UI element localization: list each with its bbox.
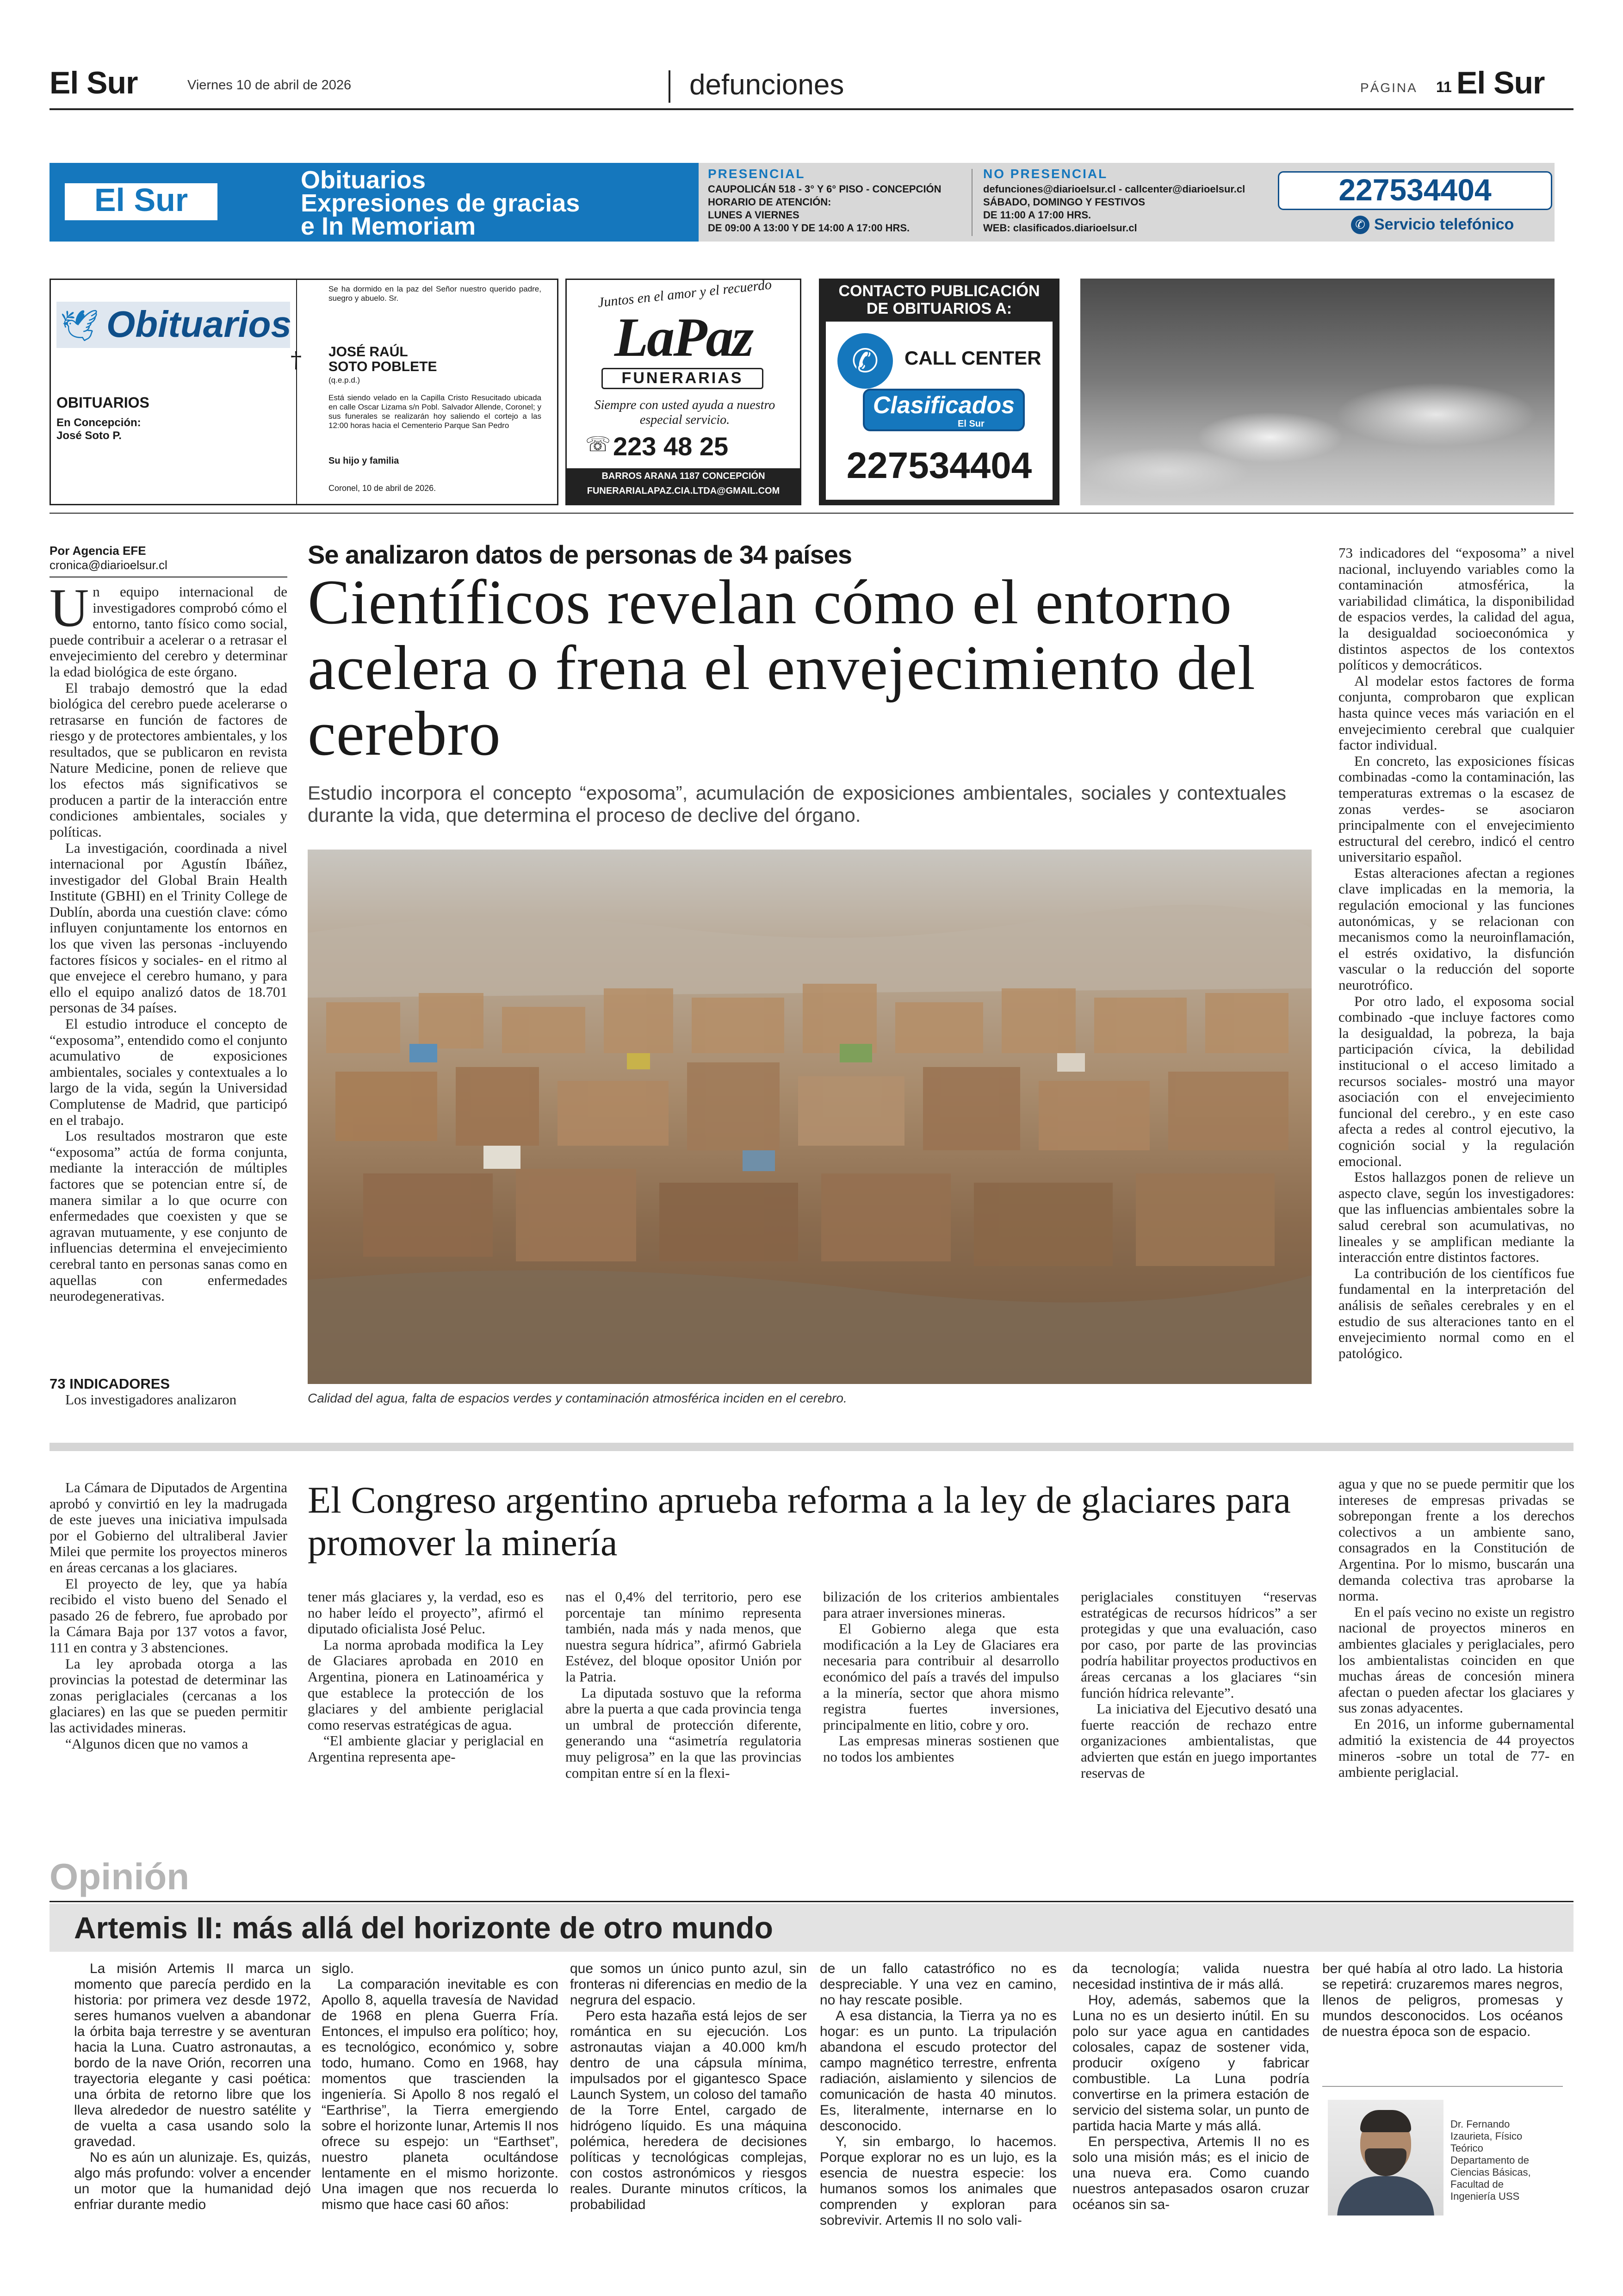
paragraph: de un fallo catastrófico no es despreciable. Y una vez en camino, no hay rescate posible. <box>820 1961 1057 2008</box>
paragraph: Pero esta hazaña está lejos de ser romántica en su ejecución. Los astronautas viajan a 40.000 km/h dentro de una cápsula mínima, impulsados por el gigantesco Space Launch System, un coloso del tamaño de la Torre Entel, cargado de hidrógeno líquido. Es una máquina polémica, heredera de decisiones políticas y tecnológicas complejas, con costos astronómicos y riesgos reales. Durante minutos críticos, la probabilidad <box>570 2008 807 2212</box>
opinion-col-6 <box>1322 1961 1563 2040</box>
no-presencial-line-2: SÁBADO, DOMINGO Y FESTIVOS <box>983 196 1146 208</box>
opinion-col-3 <box>570 1961 807 2213</box>
article1-headline: Científicos revelan cómo el entorno acelera o frena el envejecimiento del cerebro <box>308 567 1256 769</box>
banner-title-2: Expresiones de gracias <box>301 189 580 217</box>
article2-col-4 <box>823 1589 1059 1765</box>
no-presencial-line-3: DE 11:00 A 17:00 HRS. <box>983 209 1091 221</box>
obituaries-logo: Obituarios <box>106 304 292 345</box>
lapaz-logo: LaPaz <box>614 306 753 368</box>
paragraph: n equipo internacional de investigadores comprobó cómo el entorno, tanto físico como social, puede contribuir a acelerar o a retrasar el envejecimiento del cerebro y determinar la edad biológica de este órgano. <box>50 583 287 680</box>
article2-col-5 <box>1081 1589 1317 1781</box>
paragraph: “Algunos dicen que no vamos a <box>65 1735 248 1752</box>
section-title: defunciones <box>689 69 844 101</box>
article1-dropcap: U <box>50 577 89 638</box>
opinion-col-1 <box>74 1961 311 2213</box>
header-date: Viernes 10 de abril de 2026 <box>187 78 352 93</box>
lapaz-address: BARROS ARANA 1187 CONCEPCIÓN <box>601 471 765 481</box>
obituaries-heading: OBITUARIOS <box>56 394 149 411</box>
article2-col-1 <box>50 1480 287 1752</box>
paragraph: La norma aprobada modifica la Ley de Glaciares aprobada en 2010 en Argentina, pionera en Latinoamérica y que establece la protección de los glaciares y del ambiente periglacial como reservas estratégicas de agua. <box>308 1636 544 1733</box>
paragraph: Las empresas mineras sostienen que no todos los ambientes <box>823 1732 1059 1765</box>
author-line-5: Ciencias Básicas, <box>1450 2166 1531 2178</box>
author-line-1: Dr. Fernando <box>1450 2118 1510 2130</box>
paragraph: La ley aprobada otorga a las provincias la potestad de determinar las zonas periglaciales (cercanas a los glaciares) en las que se pueden permitir las actividades mineras. <box>50 1655 287 1736</box>
article1-email: cronica@diarioelsur.cl <box>50 558 167 572</box>
paragraph: El trabajo demostró que la edad biológica del cerebro puede acelerarse o retrasarse en función de factores de riesgo y de protectores ambientales, y los resultados, que se publicaron en revista Nature Medicine, ponen de relieve que los efectos más significativos se producen a partir de la interacción entre condiciones ambientales, sociales y políticas. <box>50 679 287 840</box>
paragraph: que somos un único punto azul, sin fronteras ni diferencias en medio de la negrura del espacio. <box>570 1961 807 2008</box>
opinion-col-5 <box>1072 1961 1309 2213</box>
lapaz-tagline: Juntos en el amor y el recuerdo <box>597 277 773 310</box>
lapaz-email: FUNERARIALAPAZ.CIA.LTDA@GMAIL.COM <box>587 486 780 496</box>
city-photo-svg <box>308 850 1312 1384</box>
presencial-title: PRESENCIAL <box>708 167 805 181</box>
clasificados-sub: El Sur <box>958 419 985 429</box>
notice-name-1: JOSÉ RAÚL <box>328 344 408 360</box>
paragraph: Estos hallazgos ponen de relieve un aspecto clave, según los investigadores: que las influencias ambientales sobre la salud cerebral son acumulativas, no lineales y se amplifican mediante la interacción entre distintos factores. <box>1338 1169 1574 1266</box>
contact-phone: 227534404 <box>846 445 1032 486</box>
call-center-label: CALL CENTER <box>904 347 1041 369</box>
ad-row-rule <box>50 513 1573 514</box>
presencial-line-2: HORARIO DE ATENCIÓN: <box>708 196 831 208</box>
paragraph: Y, sin embargo, lo hacemos. Porque explorar no es un lujo, es la esencia de nuestra especie: los humanos somos los animales que comprenden y exploran para sobrevivir. Artemis II no solo vali- <box>820 2134 1057 2228</box>
opinion-headline: Artemis II: más allá del horizonte de otro mundo <box>74 1911 773 1945</box>
contact-title-2: DE OBITUARIOS A: <box>866 300 1012 317</box>
author-line-2: Izaurieta, Físico <box>1450 2130 1523 2142</box>
paragraph: tener más glaciares y, la verdad, eso es no haber leído el proyecto”, afirmó el diputado oficialista José Peluc. <box>308 1589 544 1637</box>
author-photo <box>1328 2100 1443 2215</box>
obituaries-name: José Soto P. <box>56 429 122 442</box>
article2-headline: El Congreso argentino aprueba reforma a la ley de glaciares para promover la minería <box>308 1479 1291 1564</box>
paragraph: Al modelar estos factores de forma conjunta, comprobaron que explican hasta quince veces más variación en el envejecimiento cerebral que cualquier factor individual. <box>1338 672 1574 753</box>
opinion-rule <box>50 1901 1573 1902</box>
masthead-logo-left: El Sur <box>50 65 138 100</box>
article1-kicker: Se analizaron datos de personas de 34 países <box>308 540 852 569</box>
notice-qepd: (q.e.p.d.) <box>328 376 360 385</box>
paragraph: Hoy, además, sabemos que la Luna no es un desierto inútil. En su polo sur yace agua en cantidades colosales, capaz de sostener vida, producir oxígeno y fabricar combustible. La Luna podría convertirse en la primera estación de servicio del sistema solar, un punto de partida hacia Marte y más allá. <box>1072 1992 1309 2134</box>
info-divider <box>972 169 973 236</box>
paragraph: La investigación, coordinada a nivel internacional por Agustín Ibáñez, investigador del Global Brain Health Institute (GBHI) en el Trinity College de Dublín, aborda una cuestión clave: cómo influyen conjuntamente los entornos en los que viven las personas -incluyendo factores físicos y sociales- en el ritmo al que envejece el cerebro humano, y para ello el equipo analizó datos de 18.701 personas de 34 países. <box>50 839 287 1016</box>
notice-intro: Se ha dormido en la paz del Señor nuestro querido padre, suegro y abuelo. Sr. <box>328 285 541 303</box>
article1-left-column <box>50 577 287 1304</box>
lapaz-sub: FUNERARIAS <box>621 369 743 387</box>
author-photo-body <box>1337 2176 1434 2215</box>
hill-silhouette <box>308 905 1312 998</box>
paragraph: agua y que no se puede permitir que los intereses de empresas privadas se sobrepongan frente a los derechos colectivos a un ambiente sano, consagrados en la Constitución de Argentina. Por lo mismo, buscarán una demanda colectiva tras aprobarse la norma. <box>1338 1476 1574 1604</box>
presencial-line-1: CAUPOLICÁN 518 - 3° Y 6° PISO - CONCEPCIÓN <box>708 183 942 195</box>
lapaz-slogan: Siempre con usted ayuda a nuestro especial servicio. <box>594 398 775 427</box>
phone-service-label: Servicio telefónico <box>1374 216 1514 233</box>
dirt-ground <box>308 1270 1312 1384</box>
paragraph: En perspectiva, Artemis II no es solo una misión más; es el inicio de una nueva era. Como cuando nuestros antepasados osaron cruzar océanos sin sa- <box>1072 2134 1309 2212</box>
paragraph: Por otro lado, el exposoma social combinado -que incluye factores como la desigualdad, la pobreza, la baja participación cívica, la debilidad institucional o el acceso limitado a recursos sociales- mostró una mayor asociación con el envejecimiento funcional del cerebro., y en este caso afecta a redes al control ejecutivo, la cognición social y la regulación emocional. <box>1338 993 1574 1169</box>
article2-col-3 <box>565 1589 801 1781</box>
header-rule <box>50 108 1573 110</box>
author-photo-beard <box>1365 2148 1406 2176</box>
phone-icon: ✆ <box>1351 216 1369 234</box>
paragraph: La misión Artemis II marca un momento que parecía perdido en la historia: por primera vez desde 1972, seres humanos vuelven a abandonar la órbita baja terrestre y se aventuran hacia la Luna. Cuatro astronautas, a bordo de la nave Orión, recorren una trayectoria elegante y casi poética: una órbita de retorno libre que los lleva alrededor de nuestro satélite y de vuelta a casa usando solo la gravedad. <box>74 1961 311 2149</box>
notice-body: Está siendo velado en la Capilla Cristo Resucitado ubicada en calle Oscar Lizama s/n Pobl. Salvador Allende, Coronel; y sus funerales se realizarán hoy saliendo el cortejo a las 12:00 horas hacia el Cementerio Parque San Pedro <box>328 393 541 430</box>
opinion-col-2 <box>322 1961 558 2213</box>
section-divider <box>669 70 670 103</box>
clasificados-logo: Clasificados <box>873 392 1015 419</box>
paragraph: Los resultados mostraron que este “exposoma” actúa de forma conjunta, mediante la interacción de múltiples factores que se potencian entre sí, de manera similar a lo que ocurre con enfermedades que coexisten y que se agravan mutuamente, y ese conjunto de influencias determina el envejecimiento cerebral tanto en personas sanas como en aquellas con enfermedades neurodegenerativas. <box>50 1128 287 1304</box>
obituaries-location: En Concepción: <box>56 416 141 429</box>
obituaries-divider <box>296 280 297 504</box>
masthead-logo-right: El Sur <box>1456 65 1545 100</box>
sky-photo <box>1080 279 1555 505</box>
paragraph: El estudio introduce el concepto de “exposoma”, entendido como el conjunto acumulativo de exposiciones ambientales, sociales y contextuales a lo largo de la vida, según la Universidad Complutense de Madrid, que participó en el trabajo. <box>50 1016 287 1128</box>
city-photo <box>308 850 1312 1384</box>
paragraph: La contribución de los científicos fue fundamental en la interpretación del análisis de señales cerebrales y en el estudio de sus alteraciones tanto en el envejecimiento normal como en el patológico. <box>1338 1265 1574 1361</box>
paragraph: En 2016, un informe gubernamental admitió la existencia de 44 proyectos mineros -sobre un total de 77- en ambiente periglacial. <box>1338 1715 1574 1780</box>
call-center-icon: ✆ <box>837 333 893 389</box>
paragraph: La iniciativa del Ejecutivo desató una fuerte reacción de rechazo entre organizaciones ambientalistas, que advierten que están en juego importantes reservas de <box>1081 1700 1317 1781</box>
paragraph: Estas alteraciones afectan a regiones clave implicadas en la memoria, la regulación emocional y las funciones autonómicas, y se relacionan con mecanismos como la neuroinflamación, el estrés oxidativo, la disfunción vascular o la reducción del soporte neurotrófico. <box>1338 864 1574 993</box>
paragraph: No es aún un alunizaje. Es, quizás, algo más profundo: volver a encender un motor que la humanidad dejó enfriar durante medio <box>74 2150 311 2212</box>
no-presencial-title: NO PRESENCIAL <box>983 167 1108 181</box>
paragraph: siglo. <box>322 1961 354 1976</box>
page-number: 11 <box>1436 79 1452 95</box>
paragraph: La Cámara de Diputados de Argentina aprobó y convirtió en ley la madrugada de este jueves una iniciativa impulsada por el Gobierno del ultraliberal Javier Milei que permite los proyectos mineros en áreas cercanas a los glaciares. <box>50 1479 287 1576</box>
notice-name-2: SOTO POBLETE <box>328 359 437 374</box>
dove-icon: 🕊 <box>60 308 99 343</box>
paragraph: bilización de los criterios ambientales para atraer inversiones mineras. <box>823 1589 1059 1621</box>
contact-title-1: CONTACTO PUBLICACIÓN <box>838 282 1040 300</box>
paragraph: A esa distancia, la Tierra ya no es hogar: es un punto. La tripulación abandona el escudo protector del campo magnético terrestre, enfrenta radiación, aislamiento y silencios de comunicación de hasta 40 minutos. Es, literalmente, internarse en lo desconocido. <box>820 2008 1057 2134</box>
notice-date: Coronel, 10 de abril de 2026. <box>328 484 436 493</box>
paragraph: “El ambiente glaciar y periglacial en Argentina representa ape- <box>308 1732 544 1765</box>
article1-deck: Estudio incorpora el concepto “exposoma”, acumulación de exposiciones ambientales, sociales y contextuales durante la vida, que determina el proceso de declive del órgano. <box>308 782 1286 826</box>
banner-logo: El Sur <box>94 182 188 218</box>
banner-phone: 227534404 <box>1338 173 1492 207</box>
lapaz-phone: 223 48 25 <box>613 432 729 461</box>
presencial-line-4: DE 09:00 A 13:00 Y DE 14:00 A 17:00 HRS. <box>708 222 910 234</box>
article1-left-column-end <box>50 1392 287 1408</box>
author-line-7: Ingeniería USS <box>1450 2191 1520 2202</box>
article1-right-column <box>1338 545 1574 1361</box>
author-line-6: Facultad de <box>1450 2178 1504 2190</box>
author-box-rule <box>1322 2086 1563 2087</box>
paragraph: 73 indicadores del “exposoma” a nivel nacional, incluyendo variables como la contaminación atmosférica, la variabilidad climática, la disponibilidad de espacios verdes, la calidad del agua, la desigualdad socioeconómica y distintos aspectos de los contextos políticos y democráticos. <box>1338 545 1574 673</box>
author-line-3: Teórico <box>1450 2142 1483 2154</box>
article1-caption: Calidad del agua, falta de espacios verdes y contaminación atmosférica inciden en el cerebro. <box>308 1391 847 1405</box>
opinion-section-title: Opinión <box>50 1856 190 1897</box>
paragraph: El Gobierno alega que esta modificación a la Ley de Glaciares era necesaria para contribuir al desarrollo económico del país a través del impulso a la minería, sector que ahora mismo registra fuertes inversiones, principalmente en litio, cobre y oro. <box>823 1620 1059 1733</box>
paragraph: periglaciales constituyen “reservas estratégicas de recursos hídricos” a ser protegidas y que una evaluación, caso por caso, por parte de las provincias podría habilitar proyectos productivos en áreas cercanas a los glaciares “sin función hídrica relevante”. <box>1081 1589 1317 1701</box>
paragraph: La comparación inevitable es con Apollo 8, aquella travesía de Navidad de 1968 en plena Guerra Fría. Entonces, el impulso era político; hoy, es tecnológico, económico y, sobre todo, humano. Como en 1968, hay momentos que trascienden la ingeniería. Si Apollo 8 nos regaló el “Earthrise”, la Tierra emergiendo sobre el horizonte lunar, Artemis II nos ofrece su espejo: un “Earthset”, nuestro planeta ocultándose lentamente en el mismo horizonte. Una imagen que nos recuerda lo mismo que hace casi 60 años: <box>322 1977 558 2212</box>
banner-title-3: e In Memoriam <box>301 212 476 240</box>
paragraph: En el país vecino no existe un registro nacional de proyectos mineros en ambientes glaciales y periglaciales, pero los ambientalistas coinciden en que muchas áreas de concesión minera afectan o pueden afectar los glaciares y sus zonas adyacentes. <box>1338 1603 1574 1716</box>
opinion-col-4 <box>820 1961 1057 2228</box>
paragraph: El proyecto de ley, que ya había recibido el visto bueno del Senado el pasado 26 de febrero, fue aprobado por la Cámara Baja por 137 votos a favor, 111 en contra y 3 abstenciones. <box>50 1575 287 1656</box>
section-separator <box>50 1443 1573 1451</box>
article1-byline: Por Agencia EFE <box>50 544 146 558</box>
phone-icon: ☏ <box>585 433 611 456</box>
article1-subhead: 73 INDICADORES <box>50 1376 170 1392</box>
cross-icon: † <box>291 347 302 373</box>
presencial-line-3: LUNES A VIERNES <box>708 209 799 221</box>
author-line-4: Departamento de <box>1450 2154 1529 2166</box>
no-presencial-line-1: defunciones@diarioelsur.cl - callcenter@diarioelsur.cl <box>983 183 1245 195</box>
paragraph: nas el 0,4% del territorio, pero ese porcentaje tan mínimo representa también, nada más y nada menos, que nuestra segura hídrica”, afirmó Gabriela Estévez, del bloque opositor Unión por la Patria. <box>565 1589 801 1685</box>
paragraph: En concreto, las exposiciones físicas combinadas -como la contaminación, las temperaturas extremas o la escasez de zonas verdes- se asociaron principalmente con el envejecimiento estructural del cerebro, indicó el centro universitario español. <box>1338 752 1574 865</box>
article2-col-6 <box>1338 1476 1574 1780</box>
paragraph: La diputada sostuvo que la reforma abre la puerta a que cada provincia tenga un umbral de protección diferente, generando una “asimetría regulatoria muy peligrosa” en la que las provincias compitan entre sí en la flexi- <box>565 1684 801 1781</box>
paragraph: ber qué había al otro lado. La historia se repetirá: cruzaremos mares negros, llenos de peligros, promesas y mundos desconocidos. Los océanos de nuestra época son de espacio. <box>1322 1961 1563 2039</box>
house-blocks <box>326 984 1288 1266</box>
banner-title-1: Obituarios <box>301 166 426 194</box>
paragraph: Los investigadores analizaron <box>65 1391 237 1408</box>
page-label: PÁGINA <box>1360 81 1418 95</box>
article2-col-2 <box>308 1589 544 1765</box>
paragraph: da tecnología; valida nuestra necesidad instintiva de ir más allá. <box>1072 1961 1309 1992</box>
no-presencial-line-4: WEB: clasificados.diarioelsur.cl <box>983 222 1137 234</box>
notice-family: Su hijo y familia <box>328 456 399 466</box>
author-photo-hair <box>1360 2110 1411 2132</box>
